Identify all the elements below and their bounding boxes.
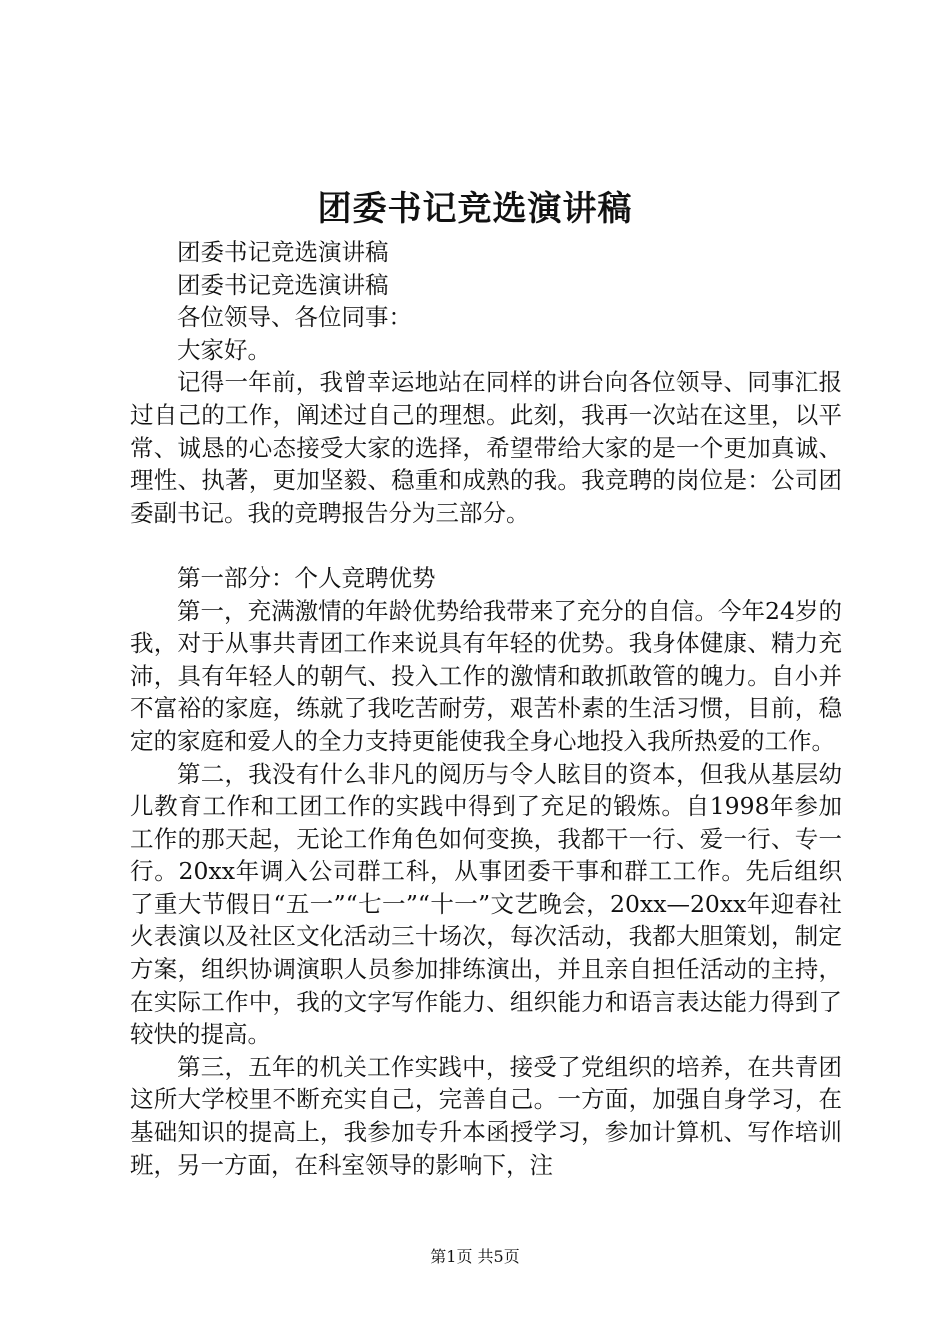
page-footer: 第1页 共5页 [430,1247,520,1266]
section-heading: 第一部分：个人竞聘优势 [177,563,436,592]
document-body [130,236,842,1181]
paragraph-greeting: 大家好。 [177,335,271,364]
paragraph-third-point: 第三，五年的机关工作实践中，接受了党组织的培养，在共青团这所大学校里不断充实自己，完善自己。一方面，加强自身学习，在基础知识的提高上，我参加专升本函授学习，参加计算机、写作培训班，另一方面，在科室领导的影响下，注 [130,1052,842,1179]
paragraph-subtitle-1: 团委书记竞选演讲稿 [177,238,389,266]
paragraph-subtitle-2: 团委书记竞选演讲稿 [177,270,389,299]
paragraph-first-point: 第一，充满激情的年龄优势给我带来了充分的自信。今年24岁的我，对于从事共青团工作来说具有年轻的优势。我身体健康、精力充沛，具有年轻人的朝气、投入工作的激情和敢抓敢管的魄力。自小并不富裕的家庭，练就了我吃苦耐劳，艰苦朴素的生活习惯，目前，稳定的家庭和爱人的全力支持更能使我全身心地投入我所热爱的工作。 [130,596,842,755]
paragraph-intro: 记得一年前，我曾幸运地站在同样的讲台向各位领导、同事汇报过自己的工作，阐述过自己的理想。此刻，我再一次站在这里，以平常、诚恳的心态接受大家的选择，希望带给大家的是一个更加真诚、理性、执著，更加坚毅、稳重和成熟的我。我竞聘的岗位是：公司团委副书记。我的竞聘报告分为三部分。 [130,368,842,527]
paragraph-salutation: 各位领导、各位同事： [177,303,412,332]
paragraph-second-point: 第二，我没有什么非凡的阅历与令人眩目的资本，但我从基层幼儿教育工作和工团工作的实践中得到了充足的锻炼。自1998年参加工作的那天起，无论工作角色如何变换，我都干一行、爱一行、专一行。20xx年调入公司群工科，从事团委干事和群工工作。先后组织了重大节假日“五一”“七一”“十一”文艺晚会，20xx—20xx年迎春社火表演以及社区文化活动三十场次，每次活动，我都大胆策划，制定方案，组织协调演职人员参加排练演出，并且亲自担任活动的主持，在实际工作中，我的文字写作能力、组织能力和语言表达能力得到了较快的提高。 [130,759,842,1049]
paragraph-spacer [130,529,842,562]
document-title: 团委书记竞选演讲稿 [317,189,633,229]
